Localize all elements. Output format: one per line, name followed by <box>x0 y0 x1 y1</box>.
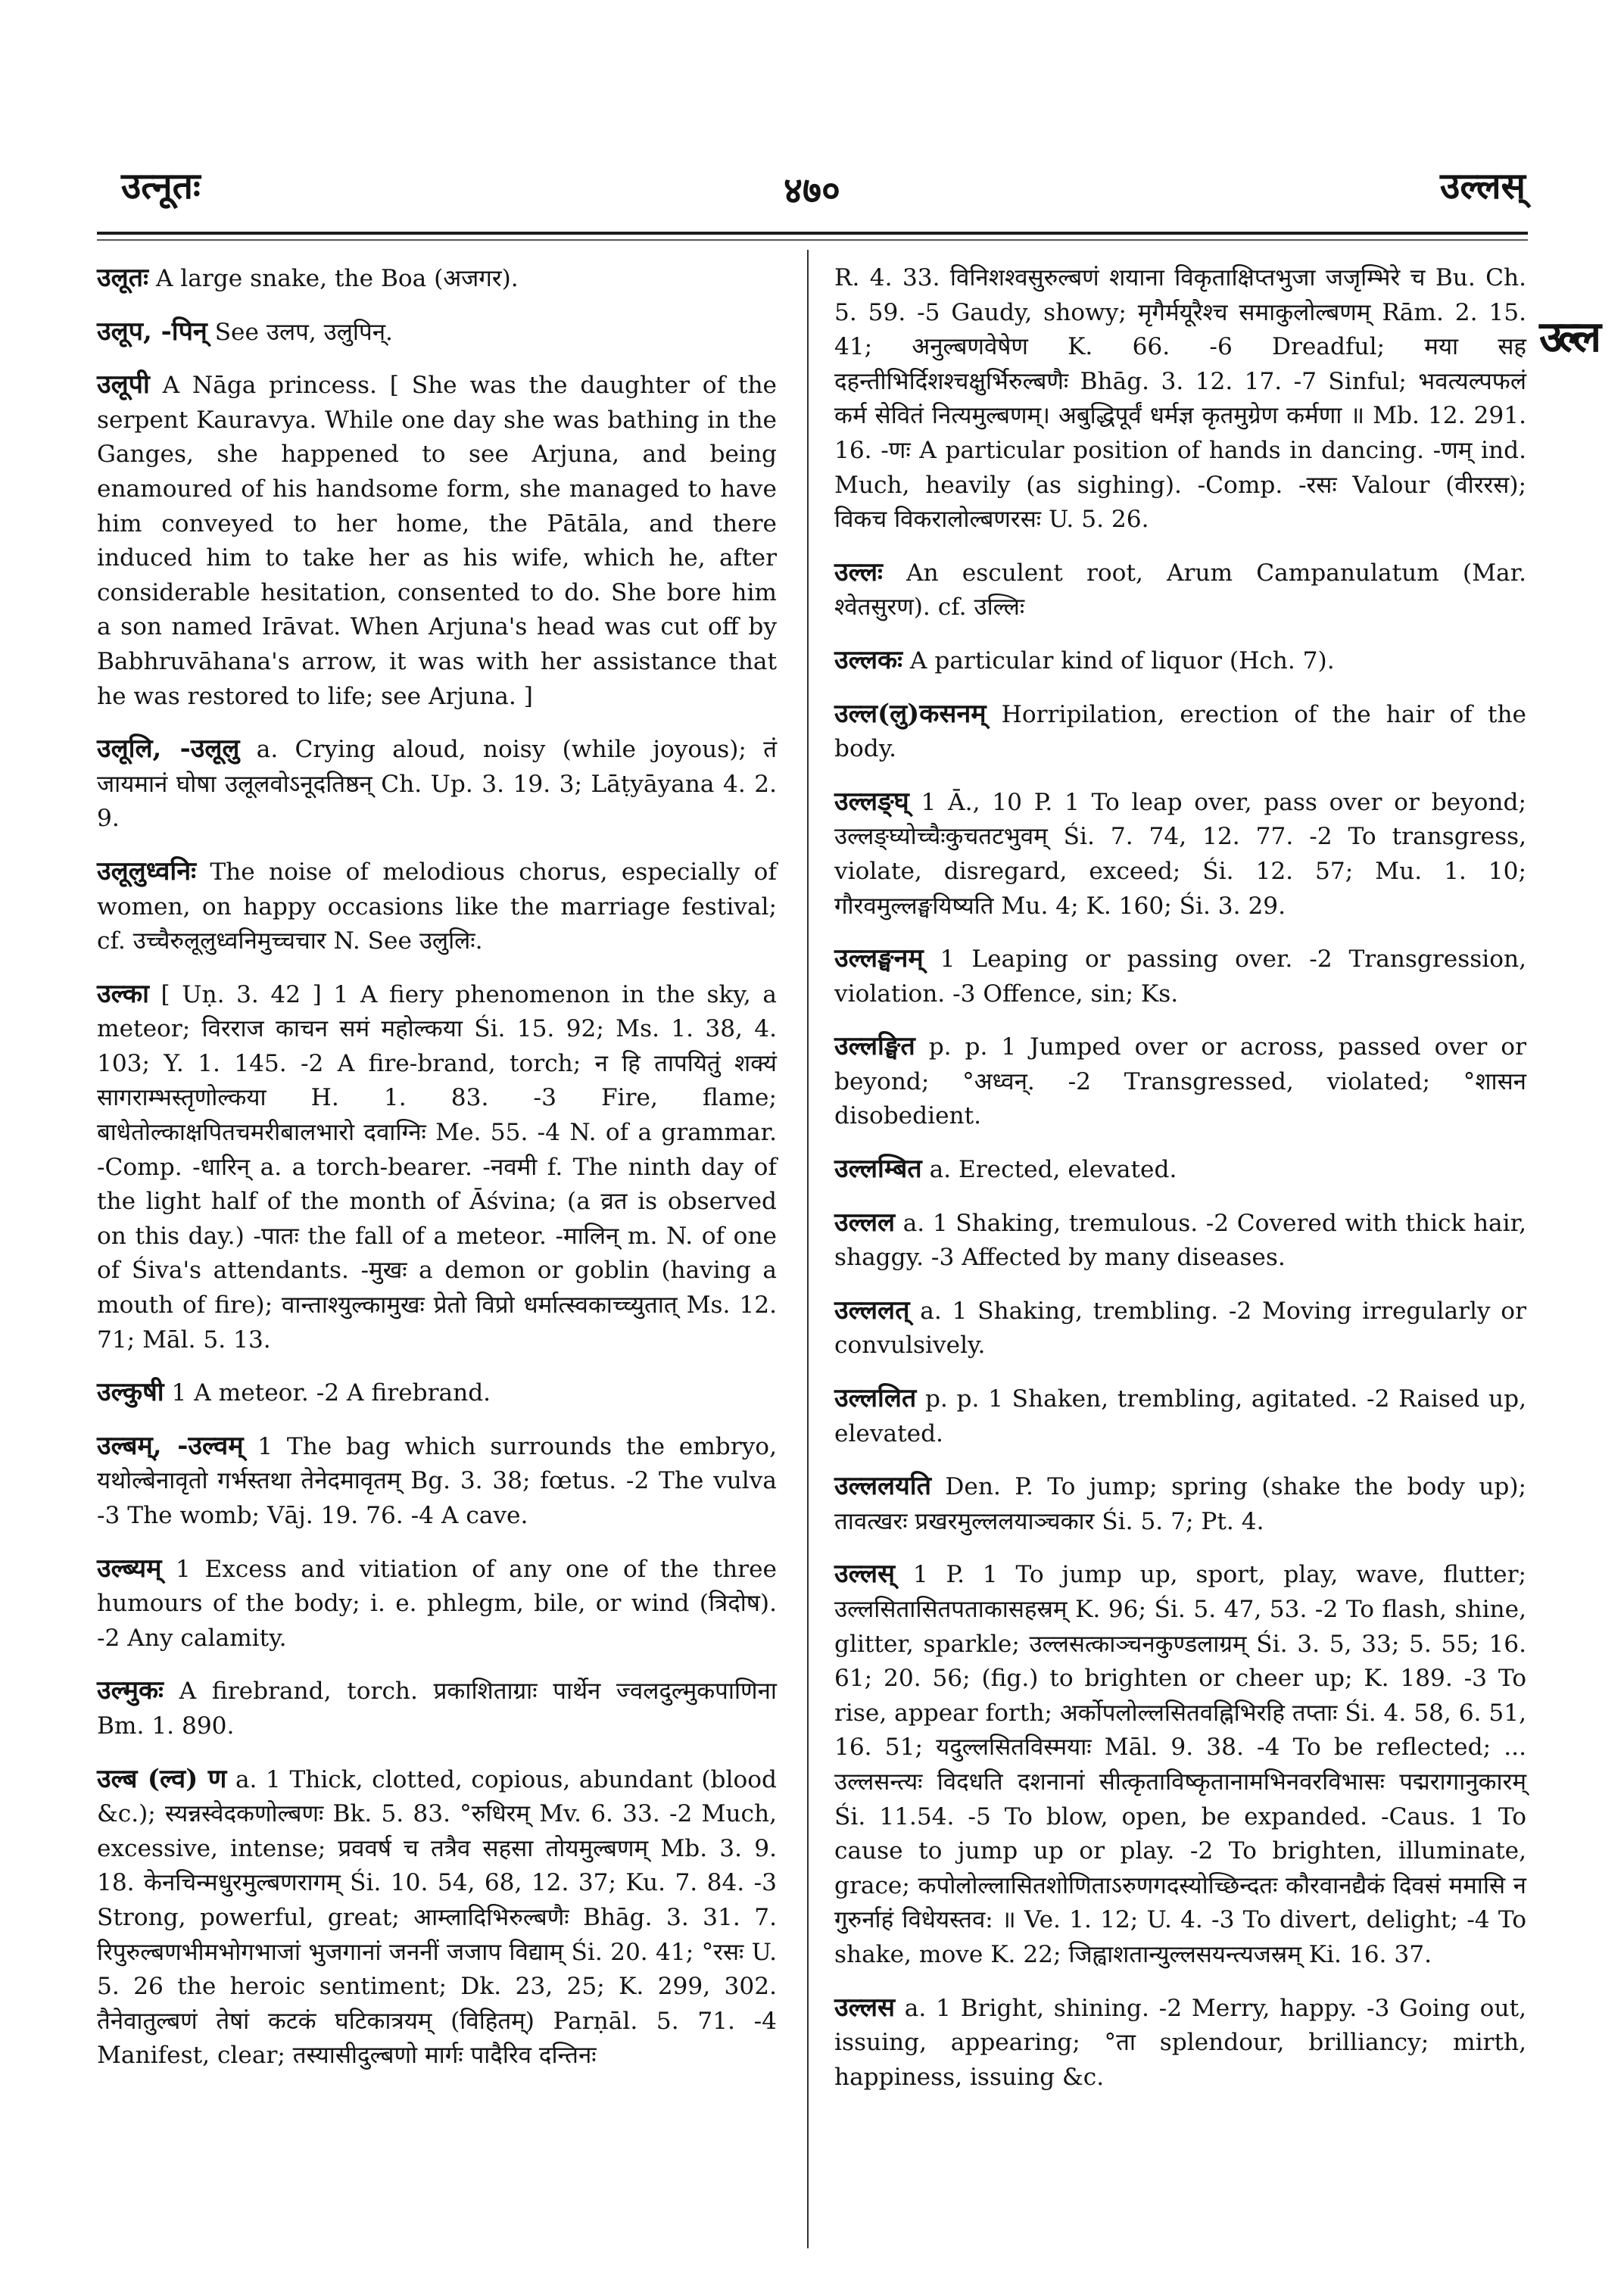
dictionary-entry <box>834 1206 1526 1276</box>
dictionary-entry <box>97 732 777 837</box>
entry-headword: उलूप, -पिन् <box>97 316 207 347</box>
dictionary-entry <box>834 1557 1526 1972</box>
entry-headword: उल्कुषी <box>97 1377 164 1408</box>
entry-definition: a. 1 Shaking, tremulous. -2 Covered with thick hair, shaggy. -3 Affected by many diseases. <box>834 1209 1526 1272</box>
entry-headword: उल्मुकः <box>97 1675 164 1706</box>
entry-definition: An esculent root, Arum Campanulatum (Mar. श्वेतसुरण). cf. उल्लिः <box>834 559 1526 622</box>
dictionary-entry <box>834 1152 1526 1188</box>
entry-headword: उल्लम्बित <box>834 1154 922 1185</box>
dictionary-entry <box>834 1294 1526 1363</box>
dictionary-entry <box>97 1674 777 1743</box>
entry-definition: a. 1 Bright, shining. -2 Merry, happy. -3 Going out, issuing, appearing; °ता splendour, brilliancy; mirth, happiness, issuing &c. <box>834 1994 1526 2091</box>
entry-headword: उल्ब्यम् <box>97 1553 162 1584</box>
dictionary-entry <box>97 855 777 959</box>
dictionary-entry <box>834 697 1526 767</box>
entry-headword: उल्लस <box>834 1992 896 2023</box>
entry-headword: उल्ललयति <box>834 1471 931 1502</box>
dictionary-entry <box>97 1552 777 1656</box>
entry-headword: उल्लल <box>834 1207 896 1238</box>
entry-definition: See उलप, उलुपिन्. <box>207 318 393 346</box>
entry-headword: उल्लङ्घ् <box>834 786 909 817</box>
entry-definition: 1 Ā., 10 P. 1 To leap over, pass over or beyond; उल्लङ्घ्योच्चैःकुचतटभुवम् Śi. 7. 74, 12. 77. -2 To transgress, violate, disregard, exceed; Śi. 12. 57; Mu. 1. 10; गौरवमुल्लङ्घयिष्यति Mu. 4; K. 160; Śi. 3. 29. <box>834 788 1526 920</box>
header-rule <box>97 232 1528 235</box>
entry-headword: उल्ल(लु)कसनम् <box>834 698 987 729</box>
thumb-index-marker: उल्ल <box>1539 312 1597 362</box>
entry-definition: 1 A meteor. -2 A firebrand. <box>164 1379 491 1407</box>
page-number: ४७० <box>784 170 840 212</box>
dictionary-entry <box>97 368 777 714</box>
dictionary-entry <box>834 556 1526 625</box>
dictionary-entry <box>834 1991 1526 2095</box>
entry-definition: 1 P. 1 To jump up, sport, play, wave, flutter; उल्लसितासितपताकासहस्रम् K. 96; Śi. 5. 47, 53. -2 To flash, shine, glitter, sparkle; उल्लसत्काञ्चनकुण्डलाग्रम् Śi. 3. 5, 33; 5. 55; 16. 61; 20. 56; (fig.) to brighten or cheer up; K. 189. -3 To rise, appear forth; अर्कोपलोल्लसितवह्निभिरहि तप्ताः Śi. 4. 58, 6. 51, 16. 51; यदुल्लसितविस्मयाः Māl. 9. 38. -4 To be reflected; ... उल्लसन्त्यः विदधति दशनानां सीत्कृताविष्कृतानामभिनवरविभासः पद्मरागानुकारम् Śi. 11.54. -5 To blow, open, be expanded. -Caus. 1 To cause to jump up or play. -2 To brighten, illuminate, grace; कपोलोल्लासितशोणिताऽरुणगदस्योच्छिन्दतः कौरवानद्यैकं दिवसं ममासि न गुरुर्नाहं विधेयस्तव: ॥ Ve. 1. 12; U. 4. -3 To divert, delight; -4 To shake, move K. 22; जिह्वाशतान्युल्लसयन्त्यजस्रम् Ki. 16. 37. <box>834 1561 1526 1968</box>
left-running-headword: उत्नूतः <box>121 165 201 207</box>
entry-definition: A particular kind of liquor (Hch. 7). <box>902 646 1335 675</box>
entry-definition: R. 4. 33. विनिशश्वसुरुल्बणं शयाना विकृताक्षिप्तभुजा जजृम्भिरे च Bu. Ch. 5. 59. -5 Gaudy, showy; मृगैर्मयूरैश्च समाकुलोल्बणम् Rām. 2. 15. 41; अनुल्बणवेषेण K. 66. -6 Dreadful; मया सह दहन्तीभिर्दिशश्चक्षुर्भिरुल्बणैः Bhāg. 3. 12. 17. -7 Sinful; भवत्यल्पफलं कर्म सेवितं नित्यमुल्बणम्। अबुद्धिपूर्वं धर्मज्ञ कृतमुग्रेण कर्मणा ॥ Mb. 12. 291. 16. -णः A particular position of hands in dancing. -णम् ind. Much, heavily (as sighing). -Comp. -रसः Valour (वीररस); विकच विकरालोल्बणरसः U. 5. 26. <box>834 264 1526 534</box>
dictionary-entry <box>97 977 777 1358</box>
entry-definition: Den. P. To jump; spring (shake the body up); तावत्खरः प्रखरमुल्ललयाञ्चकार Śi. 5. 7; Pt. 4. <box>834 1473 1526 1535</box>
entry-definition: A Nāga princess. [ She was the daughter of the serpent Kauravya. While one day she was bathing in the Ganges, she happened to see Arjuna, and being enamoured of his handsome form, she managed to have him conveyed to her home, the Pātāla, and there induced him to take her as his wife, which he, after considerable hesitation, consented to do. She bore him a son named Irāvat. When Arjuna's head was cut off by Babhruvāhana's arrow, it was with her assistance that he was restored to life; see Arjuna. ] <box>97 372 777 710</box>
dictionary-entry <box>97 1429 777 1534</box>
entry-headword: उलूलुध्वनिः <box>97 855 196 886</box>
entry-definition: The noise of melodious chorus, especially of women, on happy occasions like the marriage festival; cf. उच्चैरुलूलुध्वनिमुच्चचार N. See उलुलिः. <box>97 858 777 955</box>
right-running-headword: उल्लस् <box>1440 165 1526 207</box>
dictionary-entry <box>834 1469 1526 1539</box>
dictionary-entry <box>97 315 777 350</box>
entry-definition: a. 1 Shaking, trembling. -2 Moving irregularly or convulsively. <box>834 1297 1526 1360</box>
entry-definition: A firebrand, torch. प्रकाशिताग्राः पार्थेन ज्वलदुल्मुकपाणिना Bm. 1. 890. <box>97 1678 777 1740</box>
column-separator <box>807 250 809 2248</box>
entry-headword: उल्लस् <box>834 1559 896 1590</box>
entry-headword: उल्लकः <box>834 644 902 675</box>
right-column <box>834 261 1526 2113</box>
entry-headword: उल्लङ्घनम् <box>834 943 924 974</box>
entry-headword: उलूतः <box>97 263 148 293</box>
entry-definition: a. Crying aloud, noisy (while joyous); तं जायमानं घोषा उलूलवोऽनूदतिष्ठन् Ch. Up. 3. 19. 3; Lāṭyāyana 4. 2. 9. <box>97 736 777 833</box>
dictionary-entry <box>834 1382 1526 1451</box>
entry-headword: उल्ब (ल्व) ण <box>97 1763 227 1794</box>
entry-definition: 1 Excess and vitiation of any one of the three humours of the body; i. e. phlegm, bile, or wind (त्रिदोष). -2 Any calamity. <box>97 1555 777 1652</box>
dictionary-entry <box>97 1375 777 1411</box>
dictionary-entry <box>834 643 1526 679</box>
entry-definition: a. 1 Thick, clotted, copious, abundant (blood &c.); स्यन्नस्वेदकणोल्बणः Bk. 5. 83. °रुधिरम् Mv. 6. 33. -2 Much, excessive, intense; प्रववर्ष च तत्रैव सहसा तोयमुल्बणम् Mb. 3. 9. 18. केनचिन्मधुरमुल्बणरागम् Śi. 10. 54, 68, 12. 37; Ku. 7. 84. -3 Strong, powerful, great; आम्लादिभिरुल्बणैः Bhāg. 3. 31. 7. रिपुरुल्बणभीमभोगभाजां भुजगानां जननीं जजाप विद्याम् Śi. 20. 41; °रसः U. 5. 26 the heroic sentiment; Dk. 23, 25; K. 299, 302. तैनेवातुल्बणं तेषां कटकं घटिकात्रयम् (विहितम्) Parṇāl. 5. 71. -4 Manifest, clear; तस्यासीदुल्बणो मार्गः पादैरिव दन्तिनः <box>97 1765 777 2070</box>
left-column <box>97 261 777 2092</box>
entry-definition: Horripilation, erection of the hair of the body. <box>834 700 1526 763</box>
entry-definition: a. Erected, elevated. <box>921 1156 1177 1184</box>
dictionary-entry <box>97 1762 777 2073</box>
entry-headword: उल्लः <box>834 556 883 587</box>
dictionary-entry <box>834 261 1526 537</box>
entry-definition: 1 The bag which surrounds the embryo, यथोल्बेनावृतो गर्भस्तथा तेनेदमावृतम् Bg. 3. 38; fœtus. -2 The vulva -3 The womb; Vāj. 19. 76. -4 A cave. <box>97 1432 777 1529</box>
entry-headword: उल्का <box>97 978 149 1009</box>
entry-definition: 1 Leaping or passing over. -2 Transgression, violation. -3 Offence, sin; Ks. <box>834 946 1526 1008</box>
entry-headword: उलूलि, -उलूलु <box>97 734 240 765</box>
entry-headword: उल्लङ्घित <box>834 1031 915 1062</box>
entry-headword: उल्ललित <box>834 1383 917 1414</box>
dictionary-entry <box>834 785 1526 924</box>
header-rule-thin <box>97 239 1528 241</box>
dictionary-entry <box>97 261 777 297</box>
dictionary-entry <box>834 1030 1526 1134</box>
entry-headword: उल्बम्, -उल्वम् <box>97 1430 244 1461</box>
entry-definition: p. p. 1 Jumped over or across, passed over or beyond; °अध्वन्. -2 Transgressed, violated; °शासन disobedient. <box>834 1033 1526 1130</box>
entry-definition: [ Uṇ. 3. 42 ] 1 A fiery phenomenon in the sky, a meteor; विरराज काचन समं महोल्कया Śi. 15. 92; Ms. 1. 38, 4. 103; Y. 1. 145. -2 A fire-brand, torch; न हि तापयितुं शक्यं सागराम्भस्तृणोल्कया H. 1. 83. -3 Fire, flame; बाधेतोल्काक्षपितचमरीबालभारो दवाग्निः Me. 55. -4 N. of a grammar. -Comp. -धारिन् a. a torch-bearer. -नवमी f. The ninth day of the light half of the month of Āśvina; (a व्रत is observed on this day.) -पातः the fall of a meteor. -मालिन् m. N. of one of Śiva's attendants. -मुखः a demon or goblin (having a mouth of fire); वान्ताश्युल्कामुखः प्रेतो विप्रो धर्मात्स्वकाच्च्युतात् Ms. 12. 71; Māl. 5. 13. <box>97 980 777 1354</box>
entry-headword: उलूपी <box>97 369 150 400</box>
dictionary-entry <box>834 942 1526 1011</box>
entry-definition: A large snake, the Boa (अजगर). <box>148 265 519 292</box>
entry-definition: p. p. 1 Shaken, trembling, agitated. -2 Raised up, elevated. <box>834 1385 1526 1447</box>
entry-headword: उल्ललत् <box>834 1294 910 1326</box>
